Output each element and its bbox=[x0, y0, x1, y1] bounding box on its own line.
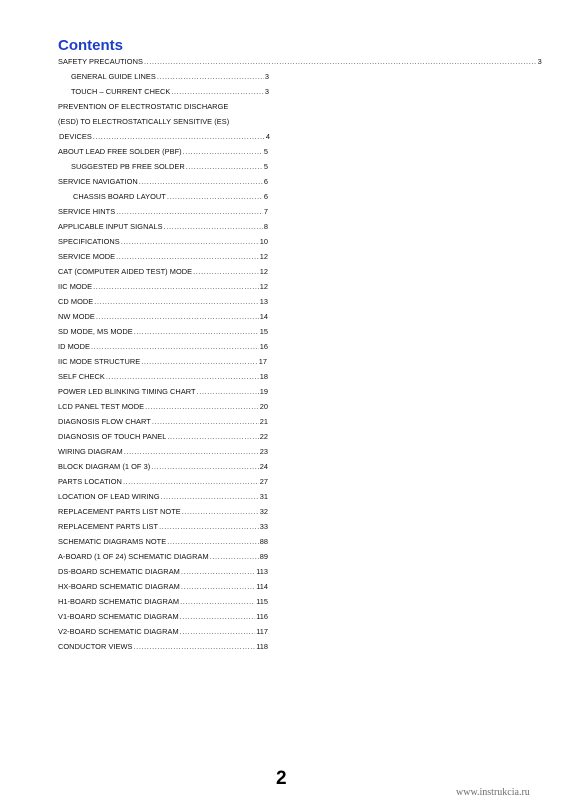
toc-entry-title: DIAGNOSIS FLOW CHART bbox=[58, 417, 151, 426]
toc-dot-leader bbox=[193, 266, 259, 278]
toc-entry-page: 13 bbox=[259, 297, 268, 306]
toc-entry-title: CONDUCTOR VIEWS bbox=[58, 642, 133, 651]
toc-entry[interactable] bbox=[58, 431, 268, 443]
toc-entry-title: TOUCH – CURRENT CHECK bbox=[71, 87, 171, 96]
toc-entry[interactable] bbox=[58, 206, 268, 218]
toc-entry[interactable] bbox=[58, 311, 268, 323]
toc-entry-page: 15 bbox=[259, 327, 268, 336]
toc-entry-title: BLOCK DIAGRAM (1 OF 3) bbox=[58, 462, 151, 471]
toc-entry[interactable] bbox=[58, 611, 268, 623]
toc-entry-page: 17 bbox=[258, 357, 267, 366]
toc-dot-leader bbox=[151, 461, 258, 473]
toc-entry[interactable] bbox=[58, 236, 268, 248]
toc-entry[interactable] bbox=[58, 626, 268, 638]
toc-dot-leader bbox=[159, 521, 259, 533]
toc-entry[interactable] bbox=[58, 476, 268, 488]
toc-entry-page: 19 bbox=[259, 387, 268, 396]
toc-entry[interactable] bbox=[58, 536, 268, 548]
toc-entry[interactable] bbox=[58, 191, 268, 203]
toc-entry-title: HX-BOARD SCHEMATIC DIAGRAM bbox=[58, 582, 180, 591]
toc-entry[interactable] bbox=[58, 56, 542, 68]
toc-dot-leader bbox=[164, 221, 263, 233]
toc-dot-leader bbox=[116, 251, 259, 263]
toc-entry-page: 118 bbox=[256, 642, 268, 651]
toc-entry-title: SCHEMATIC DIAGRAMS NOTE bbox=[58, 537, 167, 546]
toc-dot-leader bbox=[186, 161, 263, 173]
toc-entry[interactable] bbox=[58, 641, 268, 653]
toc-dot-leader bbox=[161, 491, 259, 503]
toc-entry-title: PARTS LOCATION bbox=[58, 477, 122, 486]
toc-dot-leader bbox=[182, 506, 259, 518]
toc-entry-page: 89 bbox=[259, 552, 268, 561]
toc-entry[interactable] bbox=[58, 161, 268, 173]
toc-dot-leader bbox=[181, 581, 255, 593]
toc-entry-page: 33 bbox=[259, 522, 268, 531]
toc-dot-leader bbox=[181, 566, 255, 578]
toc-entry-title: IIC MODE STRUCTURE bbox=[58, 357, 141, 366]
toc-entry[interactable] bbox=[58, 416, 268, 428]
toc-entry-page: 5 bbox=[263, 147, 268, 156]
toc-dot-leader bbox=[180, 626, 256, 638]
toc-entry-page: 4 bbox=[265, 132, 270, 141]
toc-dot-leader bbox=[152, 416, 259, 428]
toc-entry-title: REPLACEMENT PARTS LIST bbox=[58, 522, 159, 531]
page-title: Contents bbox=[58, 37, 123, 54]
toc-entry[interactable] bbox=[58, 491, 268, 503]
toc-dot-leader bbox=[157, 71, 264, 83]
toc-entry-title: SELF CHECK bbox=[58, 372, 105, 381]
toc-entry-page: 16 bbox=[259, 342, 268, 351]
toc-entry-page: 32 bbox=[259, 507, 268, 516]
toc-entry-page: 20 bbox=[259, 402, 268, 411]
toc-entry[interactable] bbox=[58, 551, 268, 563]
toc-dot-leader bbox=[180, 611, 256, 623]
toc-entry-title: SUGGESTED PB FREE SOLDER bbox=[71, 162, 185, 171]
toc-entry-page: 7 bbox=[263, 207, 268, 216]
toc-entry-title: APPLICABLE INPUT SIGNALS bbox=[58, 222, 163, 231]
toc-entry-page: 10 bbox=[259, 237, 268, 246]
toc-dot-leader bbox=[124, 446, 259, 458]
toc-entry-page: 113 bbox=[256, 567, 268, 576]
toc-entry-page: 116 bbox=[256, 612, 268, 621]
toc-dot-leader bbox=[183, 146, 263, 158]
toc-entry[interactable] bbox=[58, 596, 268, 608]
toc-entry-title: LCD PANEL TEST MODE bbox=[58, 402, 145, 411]
toc-entry[interactable] bbox=[58, 326, 268, 338]
toc-entry-title: SD MODE, MS MODE bbox=[58, 327, 133, 336]
toc-entry-title: SERVICE NAVIGATION bbox=[58, 177, 138, 186]
toc-dot-leader bbox=[106, 371, 259, 383]
toc-entry[interactable] bbox=[58, 401, 268, 413]
toc-entry-page: 5 bbox=[263, 162, 268, 171]
toc-entry[interactable] bbox=[58, 131, 270, 143]
toc-entry-page: 3 bbox=[264, 72, 269, 81]
watermark: www.instrukcia.ru bbox=[456, 787, 530, 798]
toc-entry[interactable] bbox=[58, 116, 229, 128]
toc-entry-title: IIC MODE bbox=[58, 282, 93, 291]
toc-entry-page: 114 bbox=[256, 582, 268, 591]
toc-dot-leader bbox=[180, 596, 255, 608]
toc-entry-title: PREVENTION OF ELECTROSTATIC DISCHARGE bbox=[58, 102, 229, 111]
toc-dot-leader bbox=[91, 341, 259, 353]
toc-entry[interactable] bbox=[58, 146, 268, 158]
toc-dot-leader bbox=[167, 431, 258, 443]
toc-entry-page: 12 bbox=[259, 267, 268, 276]
toc-entry-title: CAT (COMPUTER AIDED TEST) MODE bbox=[58, 267, 193, 276]
toc-entry-page: 21 bbox=[259, 417, 268, 426]
toc-entry[interactable] bbox=[58, 521, 268, 533]
toc-entry[interactable] bbox=[58, 71, 269, 83]
toc-entry[interactable] bbox=[58, 251, 268, 263]
toc-entry-page: 6 bbox=[263, 192, 268, 201]
toc-entry[interactable] bbox=[58, 266, 268, 278]
toc-dot-leader bbox=[139, 176, 263, 188]
toc-entry-title: DEVICES bbox=[59, 132, 92, 141]
toc-dot-leader bbox=[171, 86, 264, 98]
toc-dot-leader bbox=[145, 401, 259, 413]
toc-dot-leader bbox=[144, 56, 537, 68]
toc-entry-title: SERVICE HINTS bbox=[58, 207, 116, 216]
toc-entry[interactable] bbox=[58, 566, 268, 578]
toc-entry-page: 88 bbox=[259, 537, 268, 546]
toc-dot-leader bbox=[121, 236, 259, 248]
toc-entry-title: CD MODE bbox=[58, 297, 94, 306]
toc-entry[interactable] bbox=[58, 461, 268, 473]
toc-entry-page: 23 bbox=[259, 447, 268, 456]
toc-dot-leader bbox=[167, 536, 259, 548]
toc-entry[interactable] bbox=[58, 581, 268, 593]
toc-dot-leader bbox=[134, 326, 259, 338]
toc-entry-title: SPECIFICATIONS bbox=[58, 237, 120, 246]
toc-entry-title: V2-BOARD SCHEMATIC DIAGRAM bbox=[58, 627, 179, 636]
toc-entry[interactable] bbox=[58, 281, 268, 293]
toc-entry[interactable] bbox=[58, 506, 268, 518]
toc-entry-title: WIRING DIAGRAM bbox=[58, 447, 123, 456]
toc-entry-page: 117 bbox=[256, 627, 268, 636]
toc-entry-page: 12 bbox=[259, 252, 268, 261]
toc-entry-title: GENERAL GUIDE LINES bbox=[71, 72, 156, 81]
toc-dot-leader bbox=[94, 296, 259, 308]
toc-dot-leader bbox=[134, 641, 256, 653]
toc-entry[interactable] bbox=[58, 371, 268, 383]
toc-entry-page: 24 bbox=[259, 462, 268, 471]
toc-entry-title: ID MODE bbox=[58, 342, 90, 351]
toc-dot-leader bbox=[96, 311, 259, 323]
toc-entry-page: 31 bbox=[259, 492, 268, 501]
toc-entry-title: SAFETY PRECAUTIONS bbox=[58, 57, 143, 66]
toc-entry-page: 18 bbox=[259, 372, 268, 381]
toc-entry[interactable] bbox=[58, 446, 268, 458]
toc-entry-page: 27 bbox=[259, 477, 268, 486]
toc-entry-title: A-BOARD (1 OF 24) SCHEMATIC DIAGRAM bbox=[58, 552, 209, 561]
toc-dot-leader bbox=[141, 356, 258, 368]
toc-entry-page: 6 bbox=[263, 177, 268, 186]
toc-entry-page: 12 bbox=[259, 282, 268, 291]
toc-entry[interactable] bbox=[58, 86, 269, 98]
toc-entry-page: 22 bbox=[259, 432, 268, 441]
toc-entry-page: 3 bbox=[537, 57, 542, 66]
toc-entry[interactable] bbox=[58, 296, 268, 308]
toc-entry-title: CHASSIS BOARD LAYOUT bbox=[73, 192, 166, 201]
toc-entry[interactable] bbox=[58, 356, 267, 368]
toc-entry-title: DIAGNOSIS OF TOUCH PANEL bbox=[58, 432, 167, 441]
toc-dot-leader bbox=[93, 131, 265, 143]
toc-entry-title: LOCATION OF LEAD WIRING bbox=[58, 492, 160, 501]
toc-entry-page: 3 bbox=[264, 87, 269, 96]
toc-entry[interactable] bbox=[58, 386, 268, 398]
page-number: 2 bbox=[276, 768, 287, 789]
toc-dot-leader bbox=[210, 551, 259, 563]
toc-entry-title: POWER LED BLINKING TIMING CHART bbox=[58, 387, 196, 396]
toc-dot-leader bbox=[197, 386, 259, 398]
toc-entry[interactable] bbox=[58, 221, 268, 233]
toc-entry-title: REPLACEMENT PARTS LIST NOTE bbox=[58, 507, 181, 516]
toc-entry[interactable] bbox=[58, 176, 268, 188]
toc-entry-title: V1-BOARD SCHEMATIC DIAGRAM bbox=[58, 612, 179, 621]
toc-entry-title: SERVICE MODE bbox=[58, 252, 116, 261]
toc-entry-title: H1-BOARD SCHEMATIC DIAGRAM bbox=[58, 597, 180, 606]
toc-dot-leader bbox=[167, 191, 263, 203]
toc-dot-leader bbox=[116, 206, 263, 218]
toc-entry-title: (ESD) TO ELECTROSTATICALLY SENSITIVE (ES) bbox=[58, 117, 230, 126]
toc-entry-page: 14 bbox=[259, 312, 268, 321]
toc-entry-title: ABOUT LEAD FREE SOLDER (PBF) bbox=[58, 147, 182, 156]
toc-dot-leader bbox=[123, 476, 259, 488]
toc-entry-title: DS-BOARD SCHEMATIC DIAGRAM bbox=[58, 567, 180, 576]
toc-entry[interactable] bbox=[58, 101, 228, 113]
toc-entry-title: NW MODE bbox=[58, 312, 95, 321]
toc-entry[interactable] bbox=[58, 341, 268, 353]
toc-dot-leader bbox=[93, 281, 259, 293]
toc-entry-page: 8 bbox=[263, 222, 268, 231]
toc-entry-page: 115 bbox=[256, 597, 268, 606]
